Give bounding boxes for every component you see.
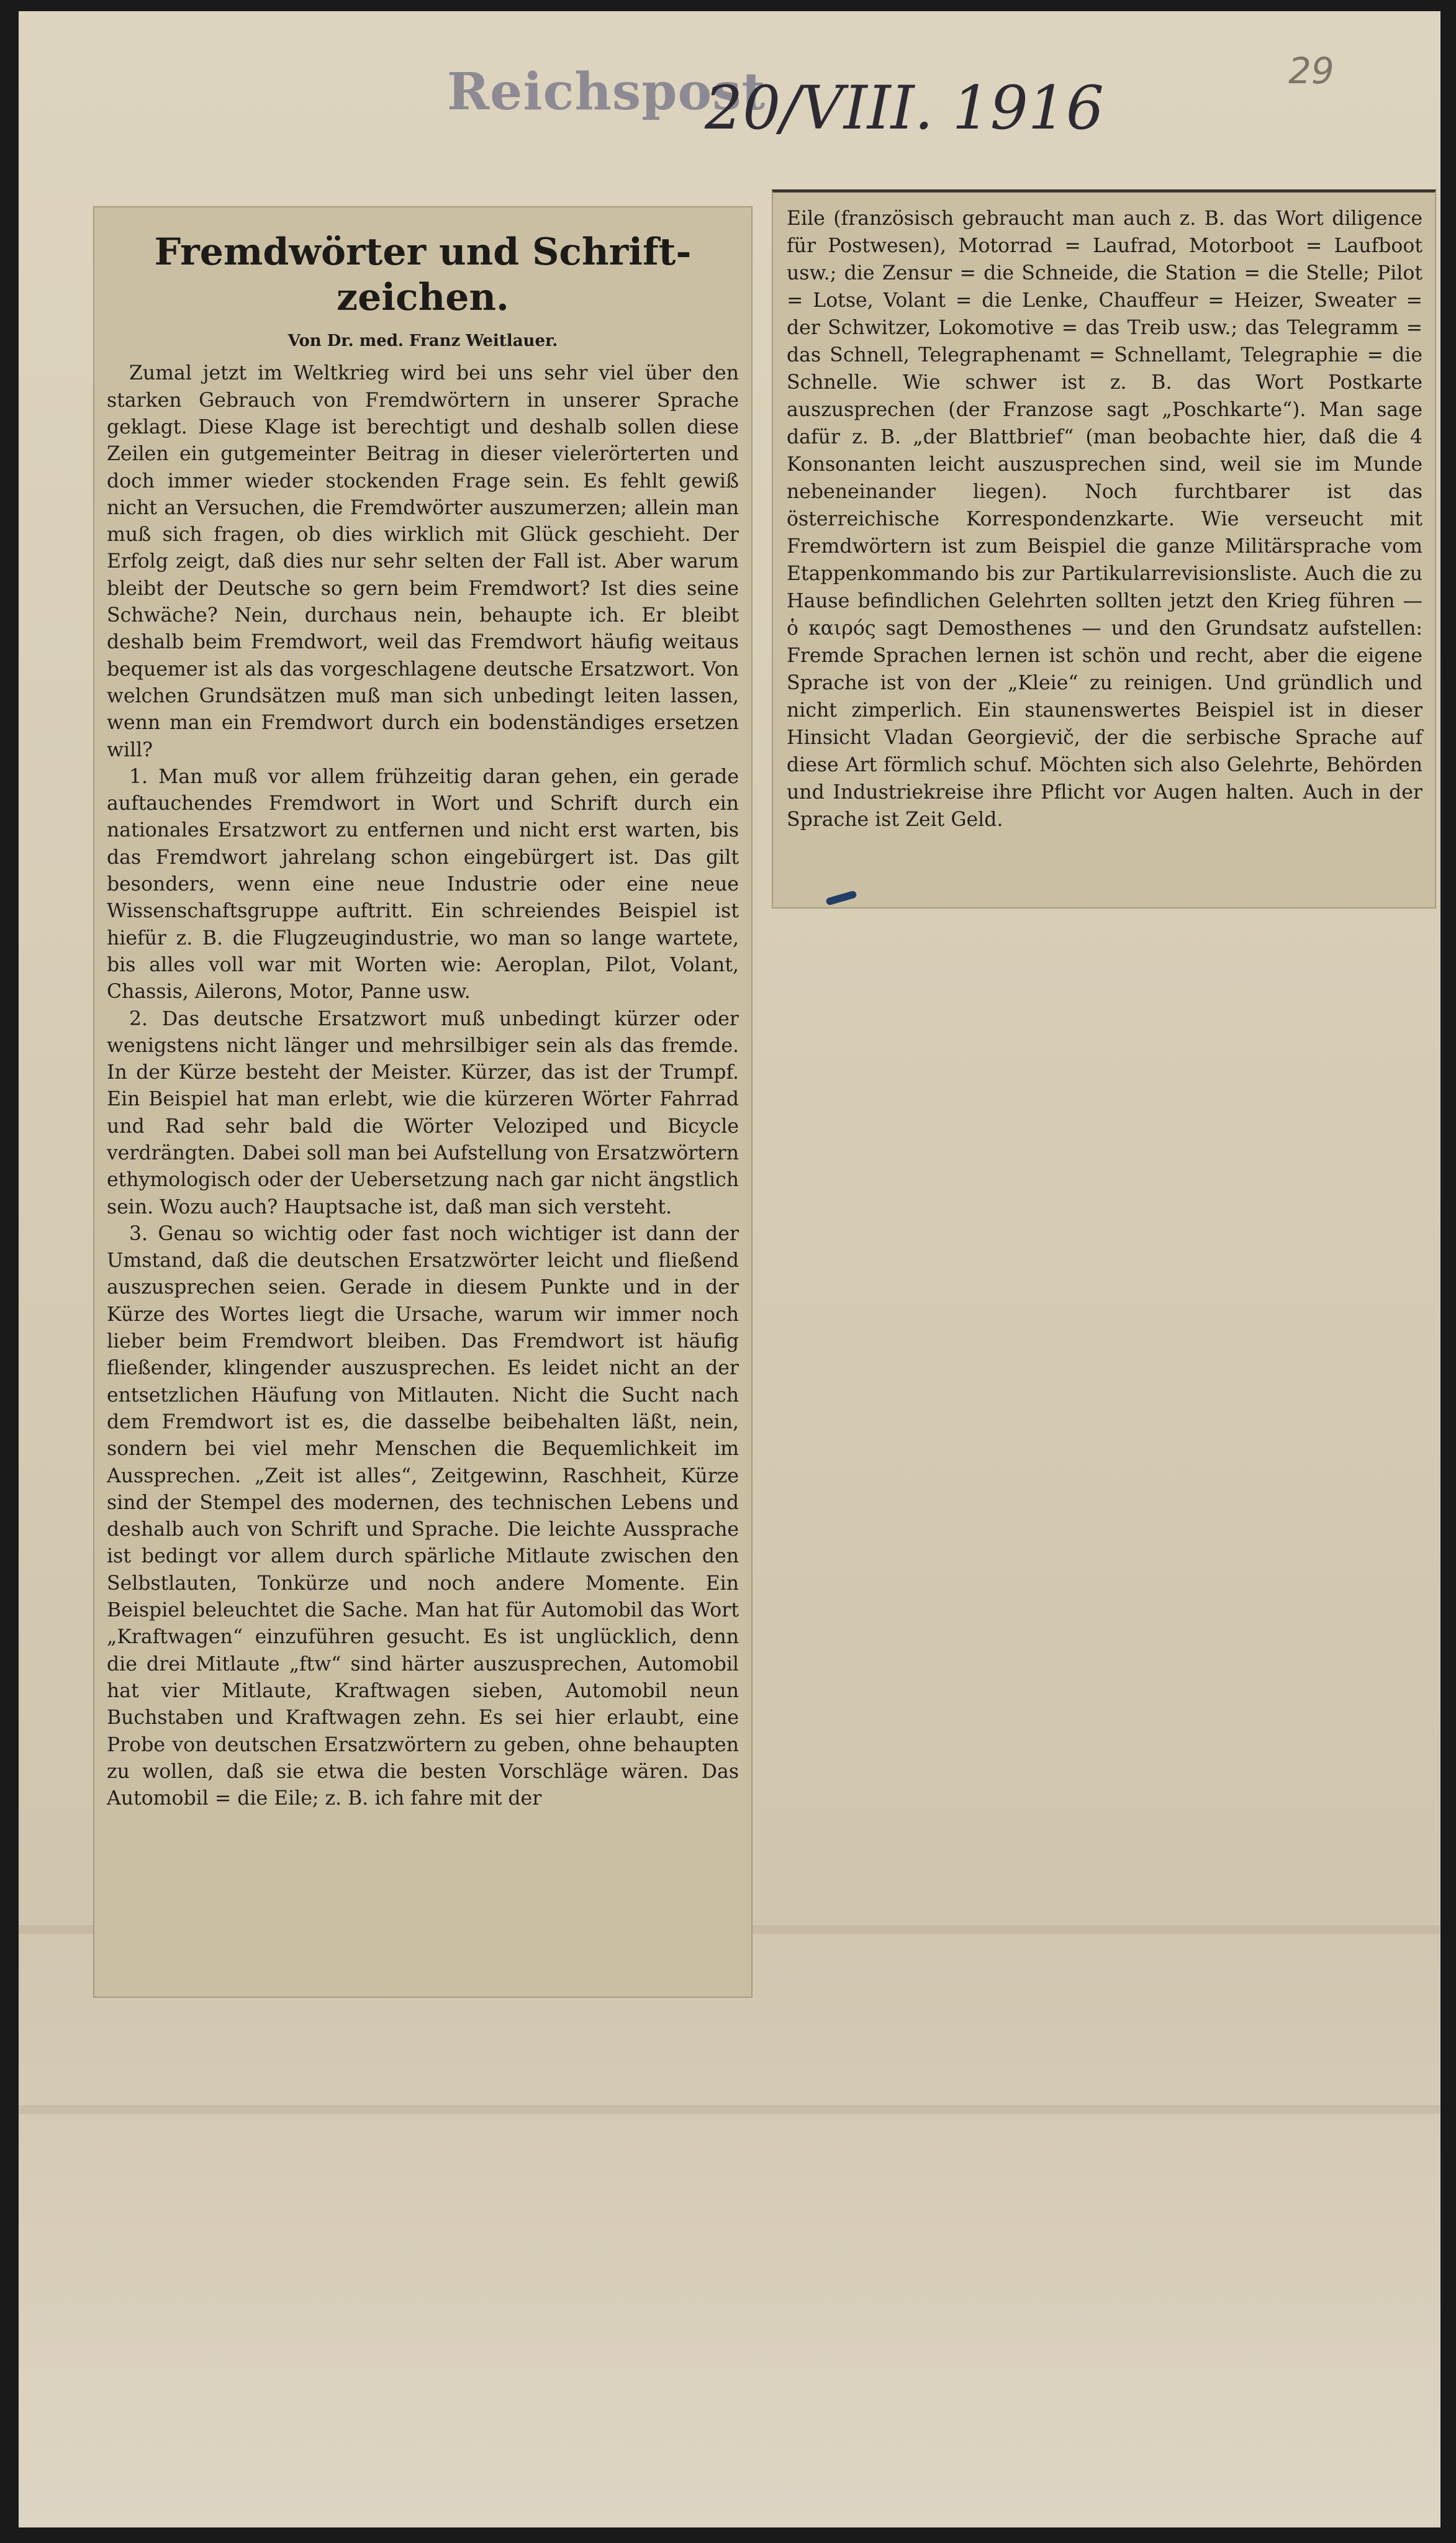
article-byline: Von Dr. med. Franz Weitlauer. (287, 332, 558, 351)
article-paragraph: 3. Genau so wichtig oder fast noch wichtiger ist dann der Umstand, daß die deutschen Ersatzwörter leicht und fließend auszusprechen seien. Gerade in diesem Punkte und in der Kürze des Wortes liegt die Ursache, warum wir immer noch lieber beim Fremdwort bleiben. Das Fremdwort ist häufig fließender, klingender auszusprechen. Es leidet nicht an der entsetzlichen Häufung von Mitlauten. Nicht die Sucht nach dem Fremdwort ist es, die dasselbe beibehalten läßt, nein, sondern bei viel mehr Menschen die Bequemlichkeit im Aussprechen. „Zeit ist alles“, Zeitgewinn, Raschheit, Kürze sind der Stempel des modernen, des technischen Lebens und deshalb auch von Schrift und Sprache. Die leichte Aussprache ist bedingt vor allem durch spärliche Mitlaute zwischen den Selbstlauten, Tonkürze und noch andere Momente. Ein Beispiel beleuchtet die Sache. Man hat für Automobil das Wort „Kraftwagen“ einzuführen gesucht. Es ist unglücklich, denn die drei Mitlaute „ftw“ sind härter auszusprechen, Automobil hat vier Mitlaute, Kraftwagen sieben, Automobil neun Buchstaben und Kraftwagen zehn. Es sei hier erlaubt, eine Probe von deutschen Ersatzwörtern zu geben, ohne behaupten zu wollen, daß sie etwa die besten Vorschläge wären. Das Automobil = die Eile; z. B. ich fahre mit der (107, 1222, 739, 1810)
article-paragraph: 1. Man muß vor allem frühzeitig daran gehen, ein gerade auftauchendes Fremdwort in Wort und Schrift durch ein nationales Ersatzwort zu entfernen und nicht erst warten, bis das Fremdwort jahrelang schon eingebürgert ist. Das gilt besonders, wenn eine neue Industrie oder eine neue Wissenschaftsgruppe auftritt. Ein schreiendes Beispiel ist hiefür z. B. die Flugzeugindustrie, wo man so lange wartete, bis alles voll war mit Worten wie: Aeroplan, Pilot, Volant, Chassis, Ailerons, Motor, Panne usw. (107, 765, 739, 1004)
article-title: Fremdwörter und Schrift-zeichen. (154, 230, 692, 320)
article-paragraph: 2. Das deutsche Ersatzwort muß unbedingt kürzer oder wenigstens nicht länger und mehrsilbiger sein als das fremde. In der Kürze besteht der Meister. Kürzer, das ist der Trumpf. Ein Beispiel hat man erlebt, wie die kürzeren Wörter Fahrrad und Rad sehr bald die Wörter Veloziped und Bicycle verdrängten. Dabei soll man bei Aufstellung von Ersatzwörtern ethymologisch oder der Uebersetzung nach gar nicht ängstlich sein. Wozu auch? Hauptsache ist, daß man sich versteht. (107, 1007, 739, 1218)
article-clipping-right (772, 189, 1436, 909)
article-paragraph: Zumal jetzt im Weltkrieg wird bei uns sehr viel über den starken Gebrauch von Fremdwörtern in unserer Sprache geklagt. Diese Klage ist berechtigt und deshalb sollen diese Zeilen ein gutgemeinter Beitrag in dieser vielerörterten und doch immer wieder stockenden Frage sein. Es fehlt gewiß nicht an Versuchen, die Fremdwörter auszumerzen; allein man muß sich fragen, ob dies wirklich mit Glück geschieht. Der Erfolg zeigt, daß dies nur sehr selten der Fall ist. Aber warum bleibt der Deutsche so gern beim Fremdwort? Ist dies seine Schwäche? Nein, durchaus nein, behaupte ich. Er bleibt deshalb beim Fremdwort, weil das Fremdwort häufig weitaus bequemer ist als das vorgeschlagene deutsche Ersatzwort. Von welchen Grundsätzen muß man sich unbedingt leiten lassen, wenn man ein Fremdwort durch ein bodenständiges ersetzen will? (107, 362, 739, 761)
archive-number: 29 (1288, 50, 1334, 92)
article-clipping-left (93, 206, 753, 1998)
handwritten-date: 20/VIII. 1916 (705, 73, 1104, 143)
source-stamp: Reichspost (447, 62, 766, 122)
article-continuation: Eile (französisch gebraucht man auch z. B. das Wort diligence für Postwesen), Motorrad = Laufrad, Motorboot = Laufboot usw.; die Zensur = die Schneide, die Station = die Stelle; Pilot = Lotse, Volant = die Lenke, Chauffeur = Heizer, Sweater = der Schwitzer, Lokomotive = das Treib usw.; das Telegramm = das Schnell, Telegraphenamt = Schnellamt, Telegraphie = die Schnelle. Wie schwer ist z. B. das Wort Postkarte auszusprechen (der Franzose sagt „Poschkarte“). Man sage dafür z. B. „der Blattbrief“ (man beobachte hier, daß die 4 Konsonanten leicht auszusprechen sind, weil sie im Munde nebeneinander liegen). Noch furchtbarer ist das österreichische Korrespondenzkarte. Wie verseucht mit Fremdwörtern ist zum Beispiel die ganze Militärsprache vom Etappenkommando bis zur Partikularrevisionsliste. Auch die zu Hause befindlichen Gelehrten sollten jetzt den Krieg führen — ὁ καιρός sagt Demosthenes — und den Grundsatz aufstellen: Fremde Sprachen lernen ist schön und recht, aber die eigene Sprache ist von der „Kleie“ zu reinigen. Und gründlich und nicht zimperlich. Ein staunenswertes Beispiel ist in dieser Hinsicht Vladan Georgievič, der die serbische Sprache auf diese Art förmlich schuf. Möchten sich also Gelehrte, Behörden und Industriekreise ihre Pflicht vor Augen halten. Auch in der Sprache ist Zeit Geld. (787, 207, 1422, 831)
paper-fold (19, 2105, 1440, 2114)
